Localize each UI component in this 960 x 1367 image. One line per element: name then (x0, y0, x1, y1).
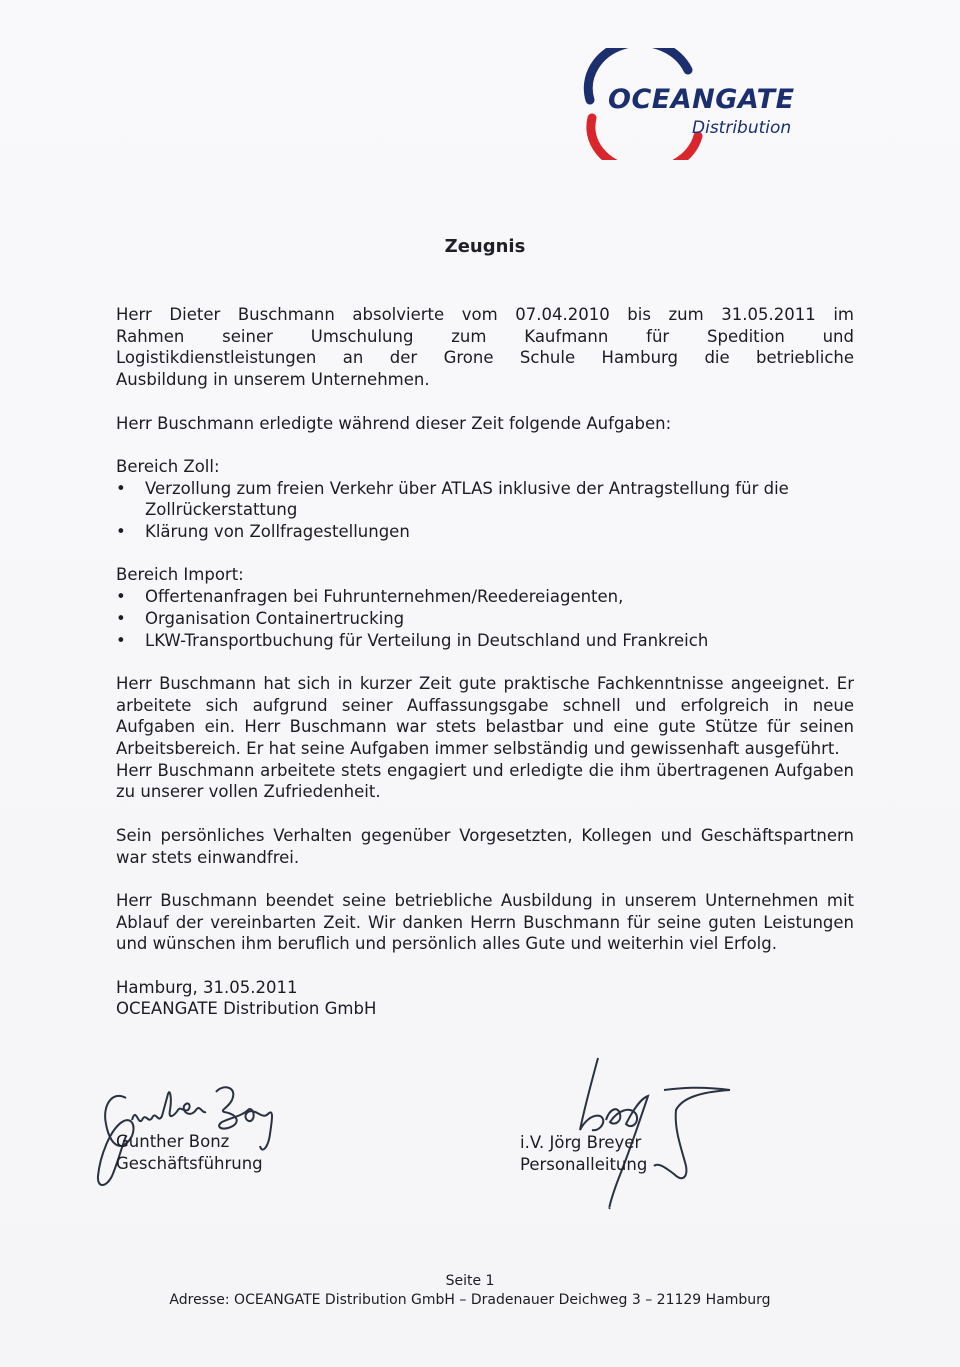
assessment-paragraph-2: Herr Buschmann arbeitete stets engagiert und erledigte die ihm übertragenen Aufgaben zu unserer vollen Zufriedenheit. (116, 760, 854, 802)
import-list (116, 586, 854, 651)
import-heading: Bereich Import: (116, 565, 244, 585)
tasks-intro: Herr Buschmann erledigte während dieser Zeit folgende Aufgaben: (116, 413, 672, 433)
logo-wordmark: OCEANGATE (608, 84, 795, 115)
page-number: Seite 1 (445, 1273, 495, 1289)
document-title: Zeugnis (444, 236, 526, 257)
intro-line-2: Rahmen seiner Umschulung zum Kaufmann für Spedition und (116, 326, 854, 346)
behavior-paragraph: Sein persönliches Verhalten gegenüber Vorgesetzten, Kollegen und Geschäftspartnern war stets einwandfrei. (116, 825, 854, 867)
zoll-heading: Bereich Zoll: (116, 456, 220, 476)
list-item: • Verzollung zum freien Verkehr über ATLAS inklusive der Antragstellung für die Zollrückerstattung (116, 478, 854, 521)
signatory-right-name: i.V. Jörg Breyer (520, 1133, 642, 1152)
list-item: • Offertenanfragen bei Fuhrunternehmen/Reedereiagenten, (116, 586, 854, 608)
list-item: • Organisation Containertrucking (116, 608, 854, 630)
letter-body (116, 304, 854, 1020)
signatory-right-role: Personalleitung (520, 1155, 648, 1174)
zoll-list (116, 478, 854, 543)
signatory-left-name: Gunther Bonz (116, 1132, 230, 1151)
place-date: Hamburg, 31.05.2011 (116, 977, 298, 997)
assessment-paragraph-1: Herr Buschmann hat sich in kurzer Zeit gute praktische Fachkenntnisse angeeignet. Er arbeitete sich aufgrund seiner Auffassungsgabe schnell und erfolgreich in neue Aufgaben ein. Herr Buschmann war stets belastbar und eine gute Stütze für seinen Arbeitsbereich. Er hat seine Aufgaben immer selbständig und gewissenhaft ausgeführt. (116, 673, 854, 758)
signatory-left-role: Geschäftsführung (116, 1154, 263, 1173)
signatory-left (116, 1131, 263, 1175)
footer-address: Adresse: OCEANGATE Distribution GmbH – Dradenauer Deichweg 3 – 21129 Hamburg (169, 1292, 771, 1308)
closing-paragraph: Herr Buschmann beendet seine betriebliche Ausbildung in unserem Unternehmen mit Ablauf der vereinbarten Zeit. Wir danken Herrn Buschmann für seine guten Leistungen und wünschen ihm beruflich und persönlich alles Gute und weiterhin viel Erfolg. (116, 890, 854, 954)
intro-line-4: Ausbildung in unserem Unternehmen. (116, 370, 430, 390)
intro-line-1: Herr Dieter Buschmann absolvierte vom 07.04.2010 bis zum 31.05.2011 im (116, 305, 854, 324)
company-name: OCEANGATE Distribution GmbH (116, 999, 377, 1019)
list-item: • LKW-Transportbuchung für Verteilung in Deutschland und Frankreich (116, 630, 854, 652)
company-logo (580, 48, 860, 160)
logo-subtitle: Distribution (692, 118, 792, 138)
list-item: • Klärung von Zollfragestellungen (116, 521, 854, 543)
signatory-right (520, 1132, 647, 1176)
intro-line-3: Logistikdienstleistungen an der Grone Schule Hamburg die betriebliche (116, 348, 854, 368)
